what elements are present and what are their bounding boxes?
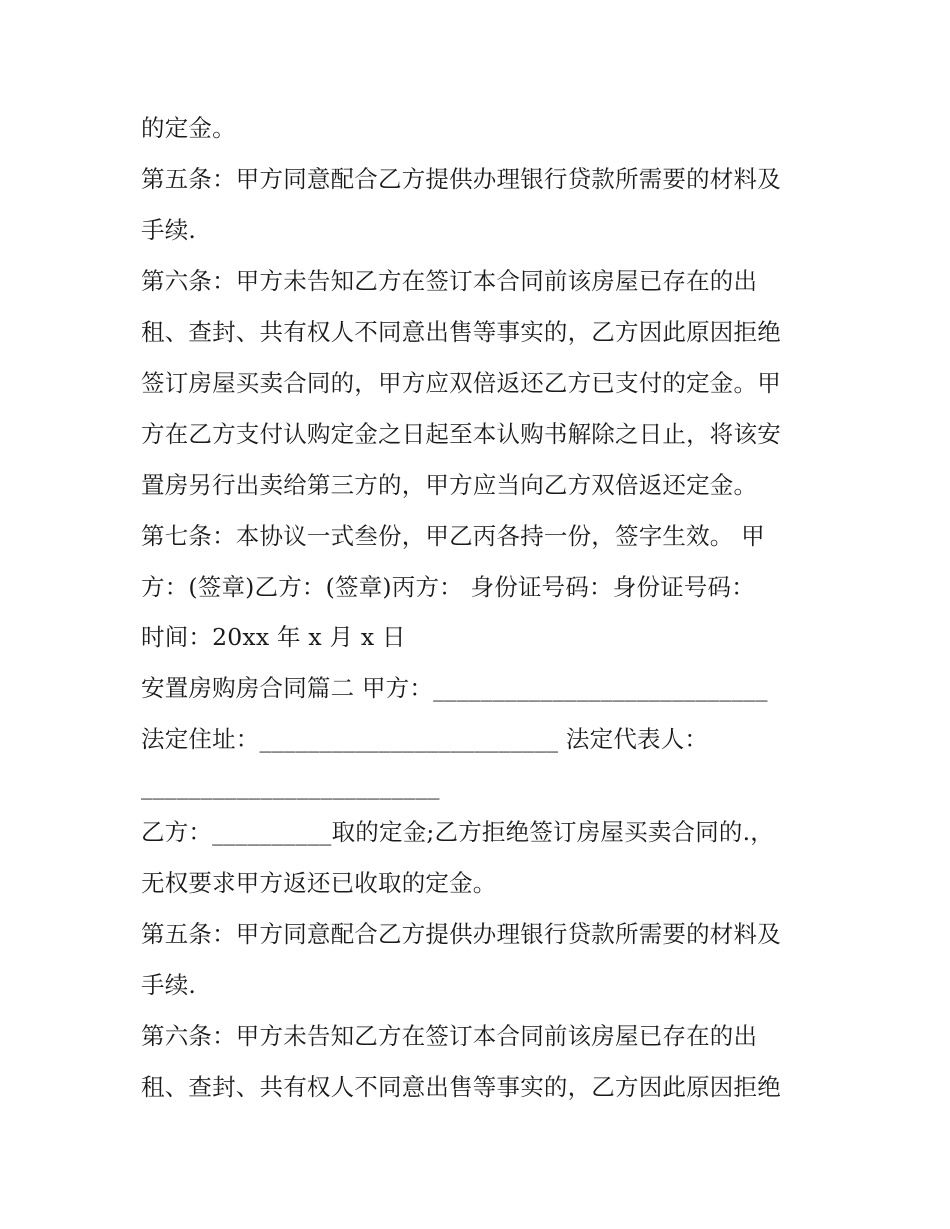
text-line: 第五条：甲方同意配合乙方提供办理银行贷款所需要的材料及	[141, 920, 781, 948]
text-line: 签订房屋买卖合同的，甲方应双倍返还乙方已支付的定金。甲	[141, 369, 781, 397]
text-line: 安置房购房合同篇二 甲方：____________________________	[141, 674, 768, 702]
text-line: 法定住址：_________________________ 法定代表人：	[141, 725, 709, 753]
text-line: 第六条：甲方未告知乙方在签订本合同前该房屋已存在的出	[141, 1022, 758, 1050]
text-line: 时间：20xx 年 x 月 x 日	[141, 623, 406, 651]
text-line: 租、查封、共有权人不同意出售等事实的，乙方因此原因拒绝	[141, 1073, 781, 1101]
text-line: 第五条：甲方同意配合乙方提供办理银行贷款所需要的材料及	[141, 165, 781, 193]
text-line: 租、查封、共有权人不同意出售等事实的，乙方因此原因拒绝	[141, 318, 781, 346]
text-line: 无权要求甲方返还已收取的定金。	[141, 869, 497, 897]
text-line: 方：(签章)乙方：(签章)丙方： 身份证号码：身份证号码：	[141, 573, 755, 601]
text-line: 置房另行出卖给第三方的，甲方应当向乙方双倍返还定金。	[141, 471, 758, 499]
text-line: 手续.	[141, 216, 197, 244]
text-line: 第七条：本协议一式叁份，甲乙丙各持一份，签字生效。 甲	[141, 522, 765, 550]
text-line: 方在乙方支付认购定金之日起至本认购书解除之日止，将该安	[141, 420, 781, 448]
text-line: 乙方：__________取的定金;乙方拒绝签订房屋买卖合同的.，	[141, 818, 774, 846]
text-line: _________________________	[141, 772, 440, 800]
text-line: 第六条：甲方未告知乙方在签订本合同前该房屋已存在的出	[141, 267, 758, 295]
text-line: 的定金。	[141, 114, 236, 142]
text-line: 手续.	[141, 971, 197, 999]
